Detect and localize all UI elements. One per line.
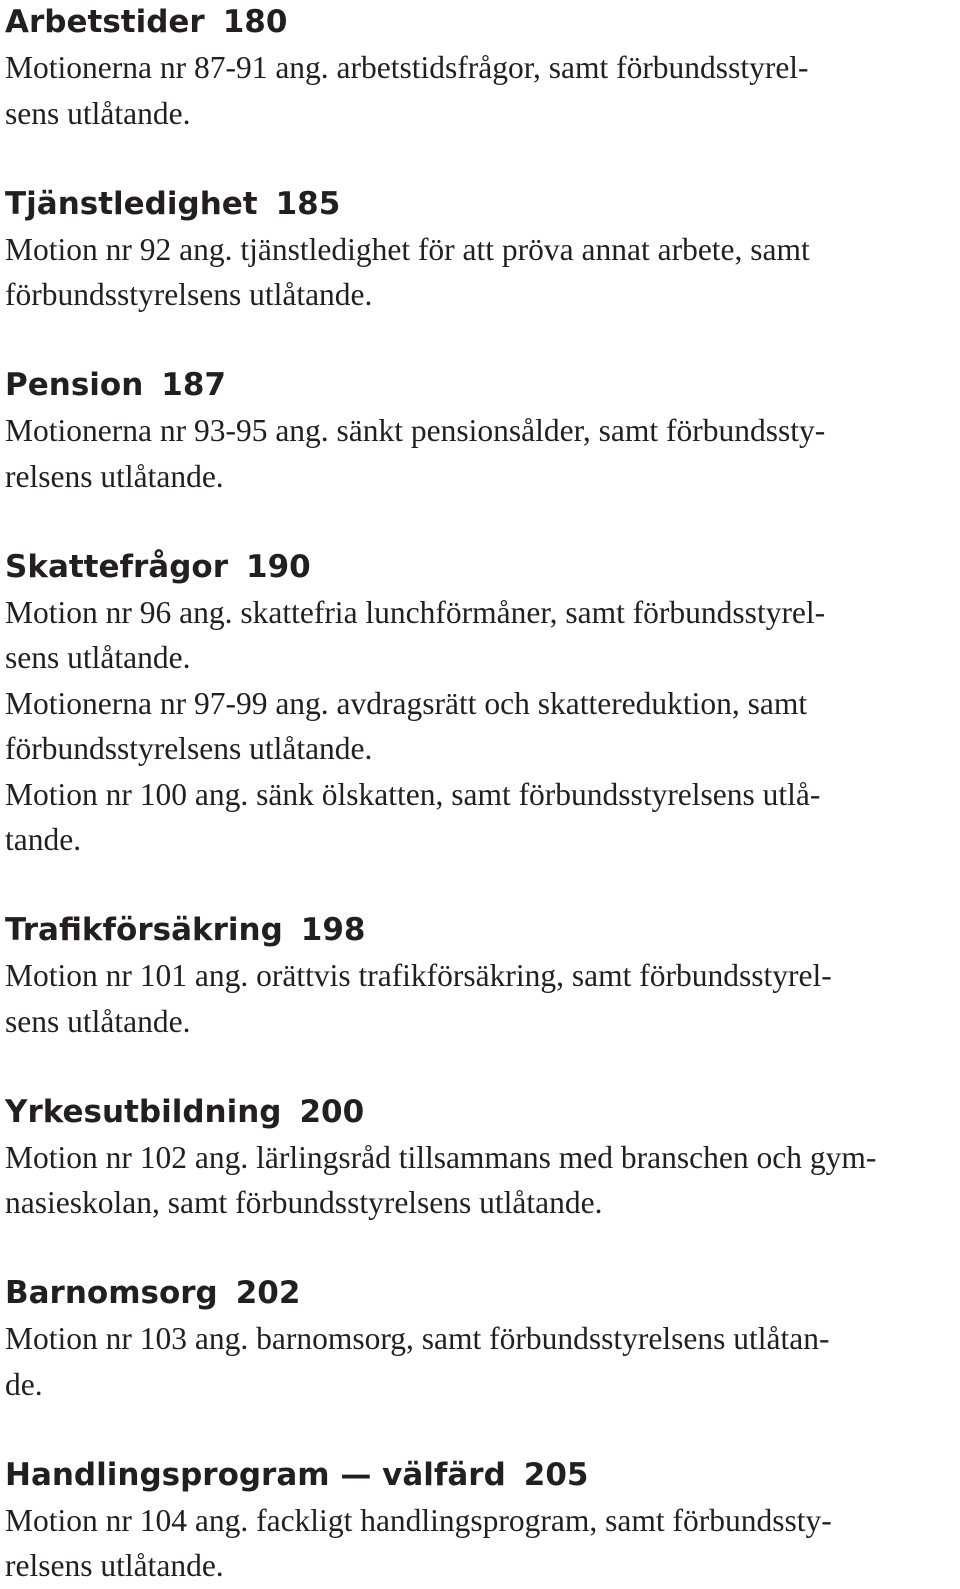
section-heading [5,1090,960,1135]
section-spacer [5,1226,960,1272]
entry-line: Motion nr 103 ang. barnomsorg, samt förbundsstyrelsens utlåtan- [5,1321,830,1356]
section-heading [5,0,960,45]
entry-line: Motion nr 102 ang. lärlingsråd tillsammans med branschen och gym- [5,1139,877,1175]
motion-entry [5,1316,960,1407]
entry-line: sens utlåtande. [5,95,191,131]
motion-entry [5,590,960,681]
section-heading [5,363,960,408]
motion-entry [5,953,960,1044]
section-title: Barnomsorg [5,1275,218,1311]
section-title: Pension [5,367,144,403]
section-spacer [5,318,960,364]
entry-line: Motionerna nr 93-95 ang. sänkt pensionsålder, samt förbundssty- [5,413,826,448]
section-yrkesutbildning [5,1090,960,1226]
section-page-number: 198 [300,912,366,948]
entry-line: relsens utlåtande. [5,458,224,494]
section-title: Arbetstider [5,4,205,40]
section-page-number: 200 [299,1093,365,1130]
section-heading [5,1453,960,1498]
entry-line: sens utlåtande. [5,1003,191,1039]
section-title: Handlingsprogram — välfärd [5,1456,506,1493]
motion-entry [5,408,960,499]
section-handlingsprogram-valfard [5,1453,960,1589]
section-spacer [5,863,960,909]
section-title: Tjänstledighet [5,185,258,222]
section-spacer [5,499,960,545]
section-heading [5,545,960,590]
motion-entry [5,227,960,318]
motion-entry [5,681,960,772]
section-barnomsorg [5,1271,960,1407]
entry-line: relsens utlåtande. [5,1548,224,1583]
section-skattefragor [5,545,960,863]
motion-entry [5,1135,960,1226]
section-trafikforsakring [5,908,960,1044]
entry-line: Motion nr 96 ang. skattefria lunchförmåner, samt förbundsstyrel- [5,594,826,630]
section-title: Skattefrågor [5,548,228,585]
section-title: Trafikförsäkring [5,912,283,948]
section-page-number: 205 [523,1456,589,1493]
section-page-number: 187 [161,367,226,403]
motion-entry [5,772,960,863]
entry-line: de. [5,1366,43,1402]
motion-entry [5,45,960,136]
entry-line: Motion nr 92 ang. tjänstledighet för att pröva annat arbete, samt [5,231,810,267]
entry-line: Motionerna nr 87-91 ang. arbetstidsfrågor, samt förbundsstyrel- [5,50,809,85]
section-pension [5,363,960,499]
motion-entry [5,1498,960,1589]
entry-line: Motionerna nr 97-99 ang. avdragsrätt och skattereduktion, samt [5,685,808,721]
section-tjanstledighet [5,182,960,318]
section-page-number: 202 [235,1275,301,1311]
entry-line: nasieskolan, samt förbundsstyrelsens utlåtande. [5,1185,603,1220]
entry-line: Motion nr 100 ang. sänk ölskatten, samt förbundsstyrelsens utlå- [5,776,821,812]
section-title: Yrkesutbildning [5,1093,282,1130]
document-page [5,0,960,1589]
entry-line: sens utlåtande. [5,640,191,675]
section-page-number: 180 [222,4,288,40]
section-heading [5,1271,960,1316]
section-page-number: 185 [275,185,341,222]
entry-line: Motion nr 101 ang. orättvis trafikförsäkring, samt förbundsstyrel- [5,958,832,993]
entry-line: Motion nr 104 ang. fackligt handlingsprogram, samt förbundssty- [5,1502,832,1538]
entry-line: förbundsstyrelsens utlåtande. [5,731,373,766]
entry-line: tande. [5,822,82,857]
section-spacer [5,136,960,182]
section-page-number: 190 [246,548,311,585]
section-heading [5,908,960,953]
entry-line: förbundsstyrelsens utlåtande. [5,277,373,312]
section-spacer [5,1044,960,1090]
section-arbetstider [5,0,960,136]
section-heading [5,182,960,227]
section-spacer [5,1407,960,1453]
